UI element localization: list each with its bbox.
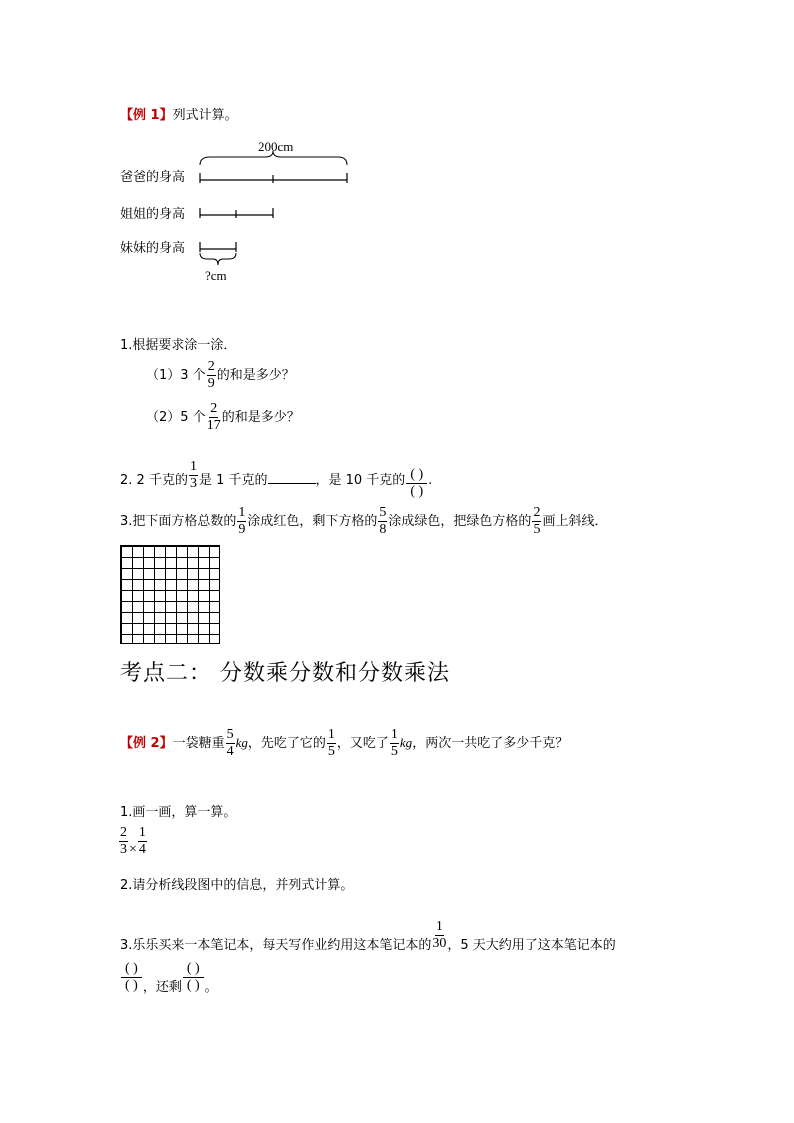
diagram-row-younger-sister: 妹妹的身高 (120, 241, 186, 256)
example2-f1-den: 4 (226, 744, 234, 759)
diagram-total-label: 200cm (258, 139, 294, 154)
q2-mid: 是 1 千克的 (198, 473, 268, 488)
q3-fraction3 (532, 506, 541, 537)
p3-line2 (120, 962, 218, 995)
q2-prefix: 2. 2 千克的 (120, 473, 188, 488)
q3-f2-den: 8 (379, 522, 387, 537)
example2-t1: 一袋糖重 (172, 736, 225, 751)
q1-item2 (146, 402, 300, 433)
example2-unit2: kg (399, 735, 413, 750)
q1-item1-prefix: （1）3 个 (146, 368, 206, 383)
q2-blank-fraction[interactable] (406, 468, 427, 499)
q1-item1-suffix: 的和是多少？ (216, 368, 295, 383)
example2-fraction1 (226, 728, 235, 759)
p3-line1 (120, 920, 616, 953)
q2-mid2: ，是 10 千克的 (315, 473, 406, 488)
q3-mid1: 涂成红色，剩下方格的 (247, 514, 378, 529)
q1-item1-num: 2 (207, 359, 215, 374)
example2-line (120, 728, 568, 759)
diagram-question-label: ?cm (205, 268, 227, 283)
q2-den: 3 (189, 476, 197, 491)
p1-fraction-a (119, 826, 128, 857)
q1-item1-den: 9 (207, 376, 215, 391)
p3-prefix: 3.乐乐买来一本笔记本，每天写作业约用这本笔记本的 (120, 938, 432, 953)
p2-title: 2.请分析线段图中的信息，并列式计算。 (120, 878, 354, 893)
p1-a-den: 3 (120, 842, 127, 857)
p1-expression (118, 826, 148, 858)
q3-prefix: 3.把下面方格总数的 (120, 514, 237, 529)
segment-diagram (195, 145, 355, 285)
question-brace (200, 253, 236, 265)
example2-t3: ，又吃了 (336, 736, 389, 751)
example2-unit1: kg (235, 735, 248, 750)
q1-title: 1.根据要求涂一涂． (120, 338, 237, 353)
example2-f1-num: 5 (226, 727, 234, 742)
p1-b-num: 1 (138, 825, 146, 840)
q3-end: 画上斜线． (542, 514, 608, 529)
p3-mid: ，5 天大约用了这本笔记本的 (447, 938, 616, 953)
example2-f2-den: 5 (327, 744, 335, 759)
p1-times: × (129, 842, 137, 857)
p3-blank2-num: ( ) (183, 962, 204, 978)
p3-end: 。 (204, 980, 218, 995)
total-brace (200, 151, 347, 165)
example1-tag: 【例 1】 (120, 108, 173, 123)
diagram-row-father: 爸爸的身高 (120, 170, 186, 185)
q1-item2-suffix: 的和是多少？ (221, 410, 300, 425)
example2-f3-num: 1 (390, 727, 398, 742)
example2-t4: ，两次一共吃了多少千克？ (412, 736, 569, 751)
p1-title: 1.画一画，算一算。 (120, 805, 237, 820)
p3-blank-fraction2[interactable] (183, 962, 204, 993)
diagram-row-sister: 姐姐的身高 (120, 207, 186, 222)
q3-line (120, 506, 607, 537)
p1-a-num: 2 (120, 825, 127, 840)
q3-mid2: 涂成绿色，把绿色方格的 (388, 514, 532, 529)
p3-blank2-den: ( ) (186, 978, 200, 993)
p3-f-num: 1 (435, 919, 443, 934)
q3-fraction2 (378, 506, 387, 537)
example2-fraction3 (390, 728, 399, 759)
q1-item2-den: 17 (206, 418, 221, 433)
q3-fraction1 (237, 506, 246, 537)
q2-blank-den: ( ) (410, 484, 424, 499)
example2-tag: 【例 2】 (120, 736, 173, 751)
q1-item2-prefix: （2）5 个 (146, 410, 206, 425)
q3-f1-num: 1 (238, 505, 246, 520)
q1-item1 (146, 360, 295, 391)
example2-t2: ，先吃了它的 (247, 736, 326, 751)
q1-item2-num: 2 (210, 401, 218, 416)
p1-fraction-b (138, 826, 147, 857)
p3-blank1-num: ( ) (121, 962, 142, 978)
example2-fraction2 (327, 728, 336, 759)
q3-f3-num: 2 (533, 505, 541, 520)
p1-b-den: 4 (138, 842, 146, 857)
q3-f1-den: 9 (238, 522, 246, 537)
q3-f2-num: 5 (379, 505, 387, 520)
q2-fraction (189, 460, 198, 491)
q2-blank-num: ( ) (406, 468, 427, 484)
p3-fraction (432, 920, 446, 951)
example2-f2-num: 1 (327, 727, 335, 742)
q3-f3-den: 5 (533, 522, 541, 537)
q1-item2-fraction (207, 402, 221, 433)
p3-blank-fraction1[interactable] (121, 962, 142, 993)
p3-blank1-den: ( ) (125, 978, 138, 993)
q2-answer-blank[interactable] (268, 471, 316, 484)
q2-num: 1 (189, 459, 197, 474)
section2-heading: 考点二： 分数乘分数和分数乘法 (120, 661, 450, 686)
example1-text: 列式计算。 (172, 108, 238, 123)
p3-f-den: 30 (432, 936, 447, 951)
q2-end: . (428, 473, 433, 488)
q1-item1-fraction (207, 360, 216, 391)
square-grid[interactable] (120, 545, 220, 644)
q2-line (120, 460, 432, 499)
example1-line (120, 104, 238, 123)
example2-f3-den: 5 (390, 744, 398, 759)
p3-mid2: ，还剩 (142, 980, 182, 995)
